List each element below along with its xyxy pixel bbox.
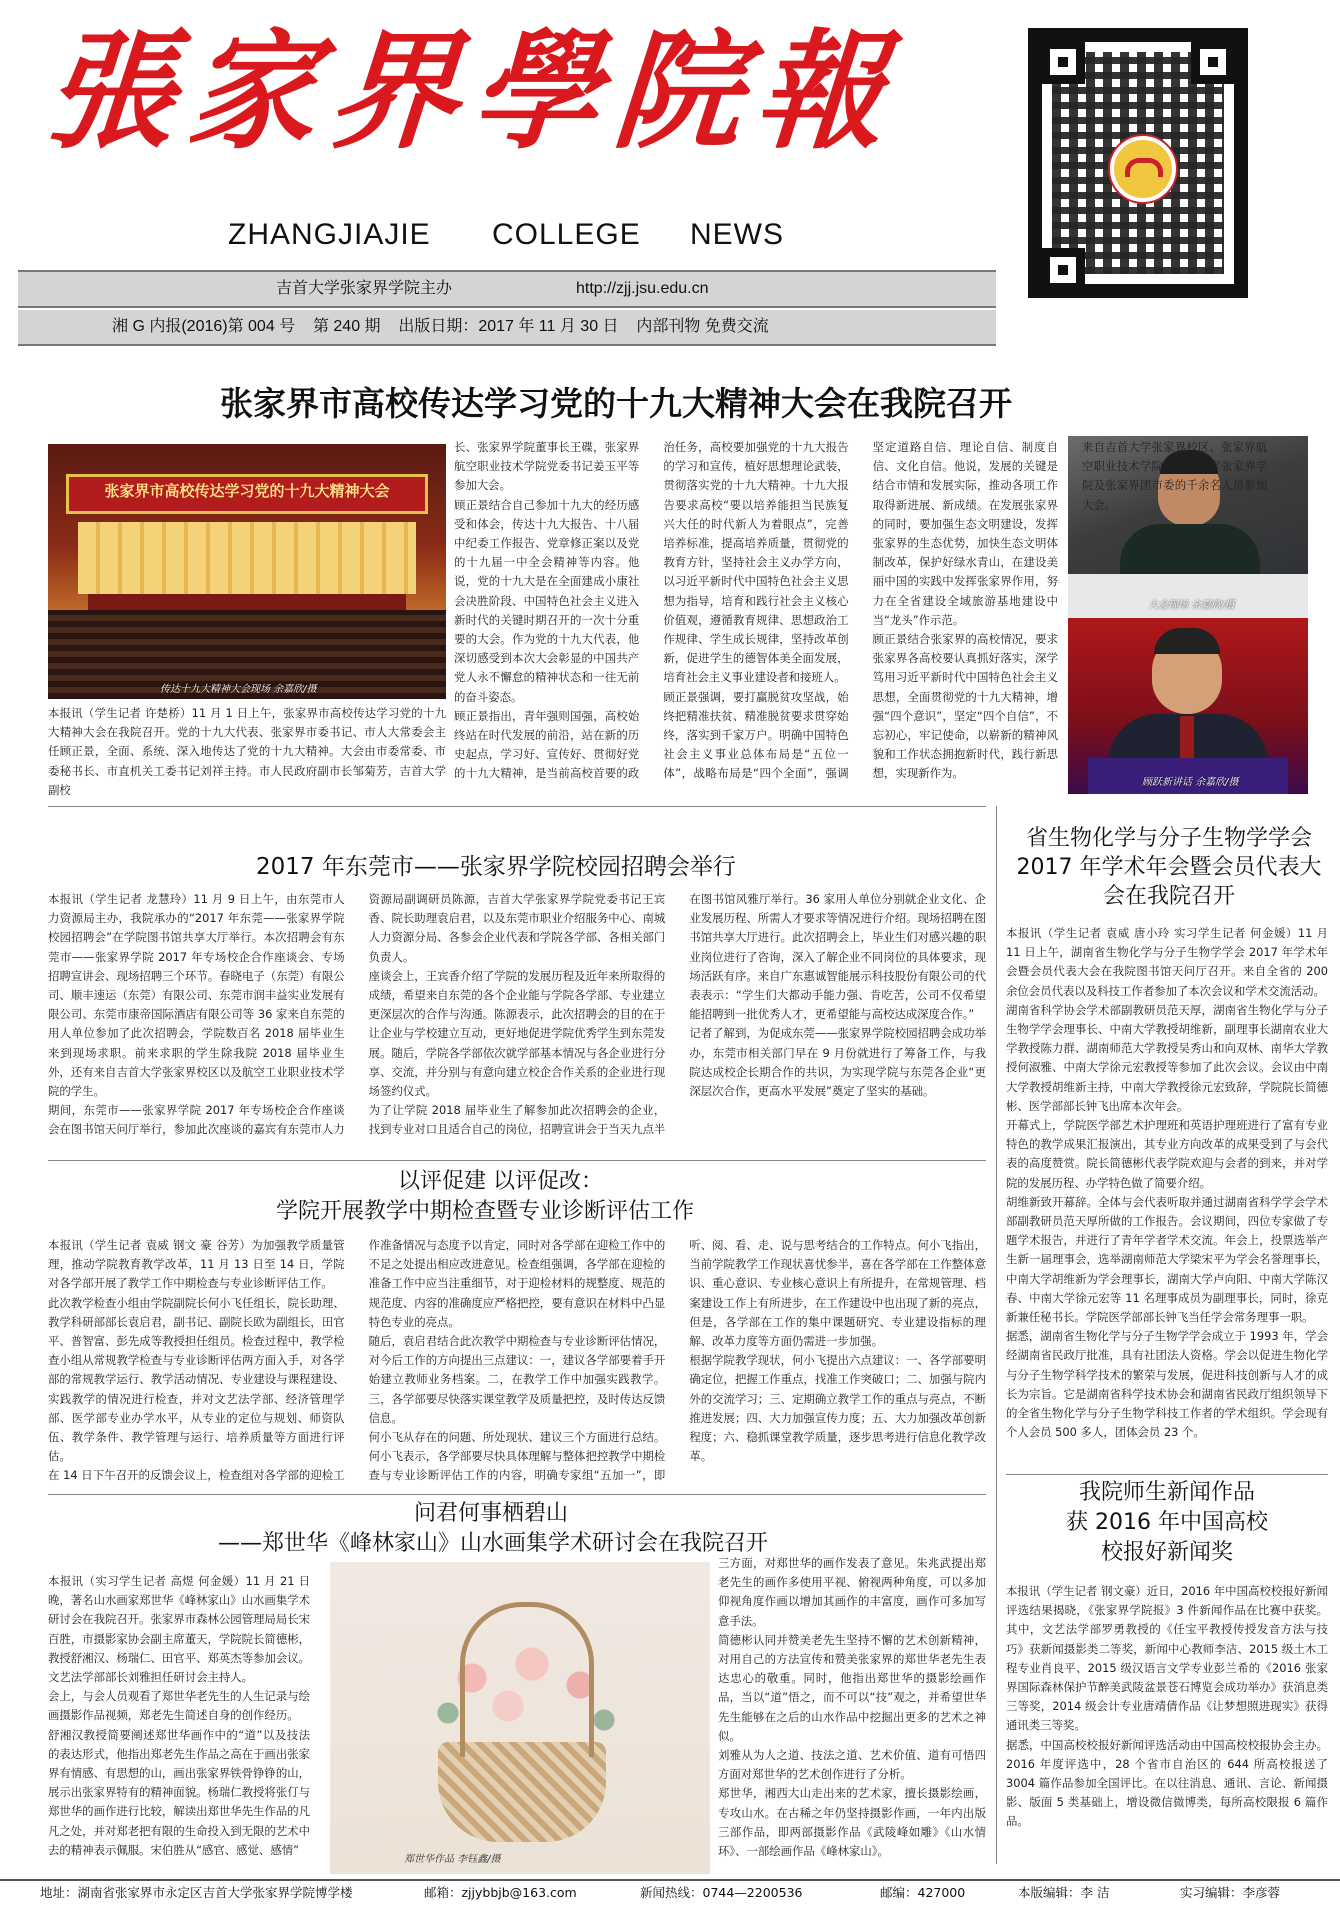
footer-address: 地址：湖南省张家界市永定区吉首大学张家界学院博学楼: [40, 1885, 353, 1900]
sponsor-band: [18, 270, 996, 308]
issue-band: [18, 310, 996, 346]
article6-body: 本报讯（学生记者 钢文豪）近日，2016 年中国高校校报好新闻评选结果揭晓，《张家界学院报》3 件新闻作品在比赛中获奖。其中，文艺法学部罗勇教授的《任宝平教授传授发音方法与技巧》获新闻摄影类二等奖，新闻中心教师李洁、2015 级土木工程专业肖良平、2015 级汉语言文学专业彭兰希的《2016 张家界国际森林保护节醉美武陵盆景苍石博览会成功举办》获消息类三等奖，2014 级会计专业唐靖倩作品《让梦想照进现实》获得通讯类三等奖。 据悉，中国高校校报好新闻评选活动由中国高校校报协会主办。2016 年度评选中，28 个省市自治区的 644 所高校报送了 3004 篇作品参加全国评比。在以往消息、通讯、言论、新闻摄影、版面 5 类基础上，增设微信微博类，每所高校限报 6 篇作品。: [1006, 1584, 1328, 1829]
painting-caption: 郑世华作品 李钰鑫/摄: [404, 1854, 501, 1865]
footer-email[interactable]: 邮箱：zjjybbjb@163.com: [424, 1885, 577, 1900]
photo2-caption: 大会现场 余嘉欣/摄: [1148, 600, 1235, 611]
article3-headline-2: 学院开展教学中期检查暨专业诊断评估工作: [276, 1199, 695, 1224]
masthead-title: 張家界學院報: [40, 17, 904, 167]
article4-headline-1: 问君何事栖碧山: [414, 1501, 569, 1526]
article4-headline-2: ——郑世华《峰林家山》山水画集学术研讨会在我院召开: [218, 1531, 769, 1556]
article6-headline-2: 获 2016 年中国高校: [1066, 1510, 1268, 1535]
photo1-caption: 传达十九大精神大会现场 余嘉欣/摄: [160, 684, 317, 695]
article1-body: 长、张家界学院董事长王碟，张家界航空职业技术学院党委书记姜玉平等参加大会。 顾正景结合自己参加十九大的经历感受和体会，传达十九大报告、十八届中纪委工作报告、党章修正案以及党的十九届一中全会精神等内容。他说，党的十九大是在全面建成小康社会决胜阶段、中国特色社会主义进入新时代的关键时期召开的一次十分重要的大会。作为党的十九大代表，他深切感受到本次大会彰显的中国共产党人永不懈怠的精神状态和一往无前的奋斗姿态。 顾正景指出，青年强则国强，高校始终站在时代发展的前沿，站在新的历史起点，学习好、宣传好、贯彻好党的十九大精神，是当前高校首要的政治任务，高校要加强党的十九大报告的学习和宣传，植好思想理论武装，贯彻落实党的十九大精神。十九大报告要求高校“要以培养能担当民族复兴大任的时代新人为着眼点”，完善培养标准，提高培养质量，贯彻党的教育方针，坚持社会主义办学方向，以习近平新时代中国特色社会主义思想为指导，培育和践行社会主义核心价值观，遵循教育规律、思想政治工作规律、学生成长规律，坚持改革创新，促进学生的德智体美全面发展，培育社会主义事业建设者和接班人。 顾正景强调，要打赢脱贫攻坚战，始终把精准扶贫、精准脱贫要求贯穿始终，落实到千家万户。明确中国特色社会主义事业总体布局是“五位一体”，战略布局是“四个全面”，强调坚定道路自信、理论自信、制度自信、文化自信。他说，发展的关键是结合市情和发展实际，推动各项工作取得新进展、新成绩。在发展张家界的同时，要加强生态文明建设，发挥张家界的生态优势，加快生态文明体制改革，保护好绿水青山，在建设美丽中国的实践中发挥张家界作用，努力在全省建设全域旅游基地建设中当“龙头”作示范。 顾正景结合张家界的高校情况，要求张家界各高校要认真抓好落实，深学笃用习近平新时代中国特色社会主义思想，全面贯彻党的十九大精神，增强“四个意识”，坚定“四个自信”，不忘初心，牢记使命，以崭新的精神风貌和工作状态拥抱新时代，践行新思想，实现新作为。: [454, 440, 1058, 781]
article6-headline-1: 我院师生新闻作品: [1078, 1480, 1255, 1505]
article4-body-right: 三方面，对郑世华的画作发表了意见。朱兆武提出郑老先生的画作多使用平视、俯视两种角度，可以多加仰视角度作画以增加其画作的丰富度，画作可多加写意手法。 简德彬认同并赞美老先生坚持不懈的艺术创新精神，对用自己的方法宣传和赞美张家界的郑世华老先生表达忠心的敬重。同时，他指出郑世华的摄影绘画作品，当以“道”悟之，而不可以“技”观之，并希望世华先生能够在之后的山水作品中挖掘出更多的艺术之神似。 刘雅从为人之道、技法之道、艺术价值、道有可悟四方面对郑世华的艺术创作进行了分析。 郑世华，湘西大山走出来的艺术家，擅长摄影绘画，专攻山水。在古稀之年仍坚持摄影作画，一年内出版三部作品，即两部摄影作品《武陵峰如雕》《山水情环》、一部绘画作品《峰林家山》。: [718, 1556, 986, 1859]
college-logo-icon: [1110, 136, 1176, 202]
article1-lead: 本报讯（学生记者 许楚桥）11 月 1 日上午，张家界市高校传达学习党的十九大精神大会在我院召开。党的十九大代表、张家界市委书记、市人大常委会主任顾正景，全面、系统、深入地传达了党的十九大精神。大会由市委常委、市委秘书长、市直机关工委书记刘祥主持。市人民政府副市长邹菊芳，吉首大学副校: [48, 706, 446, 797]
painting-photo: [330, 1562, 710, 1874]
sponsor-text: 吉首大学张家界学院主办: [276, 280, 453, 297]
article4-body-left: 本报讯（实习学生记者 高煜 何金媛）11 月 21 日晚，著名山水画家郑世华《峰林家山》山水画集学术研讨会在我院召开。张家界市森林公园管理局局长宋百胜，市摄影家协会副主席董天，学院院长简德彬，教授舒湘汉、杨瑞仁、田官平、郑英杰等参加会议。文艺法学部部长刘雅担任研讨会主持人。 会上，与会人员观看了郑世华老先生的人生记录与绘画摄影作品视频，郑老先生简述自身的创作经历。 舒湘汉教授简要阐述郑世华画作中的“道”以及技法的表达形式，他指出郑老先生作品之高在于画出张家界有情感、有思想的山，画出张家界铁骨铮铮的山，展示出张家界特有的精神面貌。杨瑞仁教授将张仃与郑世华的画作进行比较，解读出郑世华先生作品的凡凡之处，并对郑老把有限的生命投入到无限的艺术中去的精神表示佩服。宋伯胜从“感官、感觉、感情”: [48, 1574, 310, 1857]
qr-code-icon[interactable]: [1025, 26, 1251, 306]
article3-body: 本报讯（学生记者 袁威 钢文 豪 谷芳）为加强教学质量管理，推动学院教育教学改革，11 月 13 日至 14 日，学院对各学部开展了教学工作中期检查与专业诊断评估工作。 此次教学检查小组由学院副院长何小飞任组长，院长助理、教学科研部部长袁启君，副书记、副院长欧为副组长，田官平、普智富、彭先成等教授担任组员。检查过程中，教学检查小组从常规教学检查与专业诊断评估两方面入手，对各学部的常规教学运行、教学活动情况、专业建设与课程建设、实践教学的情况进行检查，并对文艺法学部、经济管理学部、医学部专业办学水平，从专业的定位与规划、师资队伍、教学条件、教学管理与运行、培养质量等方面进行评估。 在 14 日下午召开的反馈会议上，检查组对各学部的迎检工作准备情况与态度予以肯定，同时对各学部在迎检工作中的不足之处提出相应改进意见。检查组强调，各学部在迎检的准备工作中应当注重细节，对于迎检材料的规整度、规范的规范度、内容的准确度应严格把控，要有意识在材料中凸显特色专业的亮点。 随后，袁启君结合此次教学中期检查与专业诊断评估情况，对今后工作的方向提出三点建议：一，建议各学部要着手开始建立教师业务档案。二，在教学工作中加强实践教学。三，各学部要尽快落实课堂教学及质量把控，及时传达反馈信息。 何小飞从存在的问题、所处现状、建议三个方面进行总结。何小飞表示，各学部要尽快具体理解与整体把控教学中期检查与专业诊断评估工作的内容，明确专家组“五加一”，即听、阅、看、走、说与思考结合的工作特点。何小飞指出，当前学院教学工作现状喜忧参半，喜在各学部在工作整体意识、重心意识、专业核心意识上有所提升，在常规管理、档案建设工作上有所进步，在工作建设中也出现了新的亮点，但是，各学部在工作的集中课题研究、专业建设指标的理解、改革力度等方面仍需进一步加强。 根据学院教学现状，何小飞提出六点建议：一、各学部要明确定位，把握工作重点，找准工作突破口；二、加强与院内外的交流学习；三、定期确立教学工作的重点与亮点，不断推进发展；四、大力加强宣传力度；五、大力加强改革创新程度；六、稳抓课堂教学质量，逐步思考进行信息化教学改革。: [48, 1238, 986, 1483]
article2-headline: 2017 年东莞市——张家界学院校园招聘会举行: [256, 854, 736, 880]
footer-editor: 本版编辑：李 洁: [1018, 1885, 1110, 1900]
article3-headline-1: 以评促建 以评促改：: [398, 1169, 603, 1194]
article5-headline-2: 2017 年学术年会暨会员代表大: [1016, 855, 1322, 880]
article5-headline-1: 省生物化学与分子生物学学会: [1025, 826, 1312, 851]
photo-banner: 张家界市高校传达学习党的十九大精神大会: [104, 482, 390, 500]
masthead-english-1: ZHANGJIAJIE: [228, 218, 431, 251]
photo3-caption: 顾跃新讲话 余嘉欣/摄: [1142, 777, 1239, 788]
masthead-english-2: COLLEGE: [492, 218, 641, 251]
footer-hotline: 新闻热线：0744—2200536: [640, 1885, 803, 1900]
article5-headline-3: 会在我院召开: [1102, 884, 1235, 909]
masthead-english-3: NEWS: [690, 218, 784, 251]
footer-intern-editor: 实习编辑：李彦蓉: [1180, 1885, 1281, 1900]
issue-line: 湘 G 内报(2016)第 004 号 第 240 期 出版日期：2017 年 11 月 30 日 内部刊物 免费交流: [112, 318, 769, 335]
speaker-photo: [1068, 618, 1308, 794]
article1-headline: 张家界市高校传达学习党的十九大精神大会在我院召开: [220, 384, 1012, 423]
article2-body: 本报讯（学生记者 龙慧玲）11 月 9 日上午，由东莞市人力资源局主办，我院承办的“2017 年东莞——张家界学院校园招聘会”在学院图书馆共享大厅举行。本次招聘会有东莞市——张家界学院 2017 年专场校企合作座谈会、专场招聘宣讲会、现场招聘三个环节。春晓电子（东莞）有限公司、顺丰速运（东莞）有限公司、东莞市润丰益实业发展有限公司、东莞市康帝国际酒店有限公司等 36 家来自东莞的用人单位参加了此次招聘会，学院数百名 2018 届毕业生来到现场求职。前来求职的学生除我院 2018 届毕业生外，还有来自吉首大学张家界校区以及航空工业职业技术学院的学生。 期间，东莞市——张家界学院 2017 年专场校企合作座谈会在图书馆天问厅举行，参加此次座谈的嘉宾有东莞市人力资源局副调研员陈源，吉首大学张家界学院党委书记王宾香、院长助理袁启君，以及东莞市职业介绍服务中心、南城人力资源分局、各参会企业代表和学院各学部、各相关部门负责人。 座谈会上，王宾香介绍了学院的发展历程及近年来所取得的成绩，希望来自东莞的各个企业能与学院各学部、专业建立更深层次的合作与沟通。陈源表示，此次招聘会的目的在于让企业与学校建立互动，更好地促进学院优秀学生到东莞发展。随后，学院各学部依次就学部基本情况与各企业进行分享、交流，并分别与有意向建立校企合作关系的企业进行现场签约仪式。 为了让学院 2018 届毕业生了解参加此次招聘会的企业，找到专业对口且适合自己的岗位，招聘宣讲会于当天九点半在图书馆风雅厅举行。36 家用人单位分别就企业文化、企业发展历程、所需人才要求等情况进行介绍。现场招聘在图书馆共享大厅进行。此次招聘会上，毕业生们对感兴趣的职业岗位进行了咨询，深入了解企业不同岗位的具体要求，现场活跃有序。来自广东惠诚智能展示科技股份有限公司的代表表示：“学生们大都动手能力强、肯吃苦，公司不仅希望能招聘到一批优秀人才，更希望能与高校达成深度合作。” 记者了解到，为促成东莞——张家界学院校园招聘会成功举办，东莞市相关部门早在 9 月份就进行了筹备工作，与我院达成校企长期合作的共识，为实现学院与东莞各企业“更深层次合作，更高水平发展”奠定了坚实的基础。: [48, 892, 986, 1137]
meeting-hall-photo: [48, 444, 446, 699]
website-url[interactable]: http://zjj.jsu.edu.cn: [576, 280, 709, 297]
article5-body: 本报讯（学生记者 袁威 唐小玲 实习学生记者 何金媛）11 月 11 日上午，湖南省生物化学与分子生物学学会 2017 年学术年会暨会员代表大会在我院图书馆天问厅召开。来自全省的 200 余位会员代表以及科技工作者参加了本次会议和学术交流活动。 湖南省科学协会学术部副教研员范天厚，湖南省生物化学与分子生物学学会理事长、中南大学教授胡维新，副理事长湖南农业大学教授陈力群、湖南师范大学教授吴秀山和向双林、南华大学教授何淑雅、中南大学徐元宏教授等参加了此次会议。会议由中南大学教授胡维新主持，中南大学教授徐元宏致辞，学院院长简德彬、医学部部长钟飞出席本次年会。 开幕式上，学院医学部艺术护理班和英语护理班进行了富有专业特色的教学成果汇报演出，其专业方向改革的成果受到了与会代表的高度赞赏。院长简德彬代表学院欢迎与会者的到来，并对学院的发展历程、办学特色做了简要介绍。 胡维新致开幕辞。全体与会代表听取并通过湖南省科学学会学术部副教研员范天厚所做的工作报告。会议期间，四位专家做了专题学术报告，并进行了青年学者学术交流。年会上，投票选举产生新一届理事会，选举湖南师范大学梁宋平为学会名誉理事长，中南大学胡维新为学会理事长，湖南大学卢向阳、中南大学陈汉春、中南大学徐元宏等 11 名理事成员为副理事长，同时，徐克新兼任秘书长。学院医学部部长钟飞当任学会常务理事一职。 据悉，湖南省生物化学与分子生物学学会成立于 1993 年，学会经湖南省民政厅批准，具有社团法人资格。学会以促进生物化学与分子生物学科学技术的繁荣与发展，促进科技创新与人才的成长为宗旨。它是湖南省科学技术协会和湖南省民政厅组织领导下的全省生物化学与分子生物学科技工作者的学术组织。学会现有个人会员 500 多人，团体会员 23 个。: [1006, 926, 1328, 1440]
footer-postcode: 邮编：427000: [880, 1885, 966, 1900]
footer: [0, 1879, 1340, 1905]
article6-headline-3: 校报好新闻奖: [1100, 1540, 1233, 1565]
